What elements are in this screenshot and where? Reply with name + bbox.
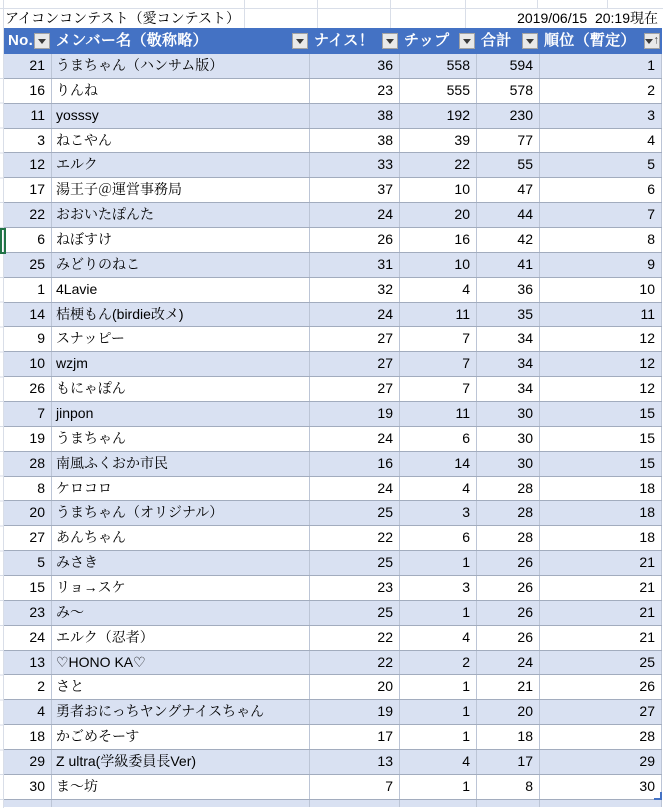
- table-row: [4, 79, 662, 104]
- filter-button-member-name[interactable]: [292, 33, 308, 49]
- cell-nice[interactable]: 23: [310, 576, 400, 600]
- filter-button-chip[interactable]: [459, 33, 475, 49]
- cell-name[interactable]: yosssy: [52, 104, 310, 128]
- cell-rank[interactable]: 18: [540, 501, 662, 525]
- header-no-label: No.: [8, 32, 34, 49]
- cell-name[interactable]: おおいたぽんた: [52, 203, 310, 227]
- filter-button-nice[interactable]: [382, 33, 398, 49]
- cell-total[interactable]: 18: [477, 725, 540, 749]
- cell-total[interactable]: 17: [477, 750, 540, 774]
- cell-no[interactable]: 21: [4, 54, 52, 78]
- cell-name[interactable]: みさき: [52, 551, 310, 575]
- cell-total[interactable]: 30: [477, 452, 540, 476]
- cell-no[interactable]: 19: [4, 427, 52, 451]
- cell-name[interactable]: 勇者おにっちヤングナイスちゃん: [52, 700, 310, 724]
- cell-nice[interactable]: 25: [310, 551, 400, 575]
- table-row: [4, 700, 662, 725]
- cell-chip[interactable]: 4: [400, 278, 477, 302]
- cell-nice[interactable]: 19: [310, 700, 400, 724]
- cell-total[interactable]: 34: [477, 377, 540, 401]
- cell-total[interactable]: 28: [477, 501, 540, 525]
- cell-name[interactable]: さと: [52, 675, 310, 699]
- cell-name[interactable]: ねこやん: [52, 129, 310, 153]
- cell-no[interactable]: 22: [4, 203, 52, 227]
- cell-rank[interactable]: 21: [540, 626, 662, 650]
- cell-name[interactable]: 南風ふくおか市民: [52, 452, 310, 476]
- cell-chip[interactable]: 3: [400, 576, 477, 600]
- timestamp-cell[interactable]: 2019/06/15 20:19現在: [517, 10, 658, 26]
- table-row: [4, 129, 662, 154]
- cell-nice[interactable]: 27: [310, 377, 400, 401]
- cell-name[interactable]: あんちゃん: [52, 526, 310, 550]
- cell-no[interactable]: 27: [4, 526, 52, 550]
- cell-name[interactable]: うまちゃん: [52, 427, 310, 451]
- cell-no[interactable]: 29: [4, 750, 52, 774]
- header-nice-label: ナイス！: [314, 32, 375, 49]
- cell-chip: [400, 800, 477, 807]
- cell-rank[interactable]: 5: [540, 153, 662, 177]
- cell-chip[interactable]: 1: [400, 700, 477, 724]
- cell-rank[interactable]: 7: [540, 203, 662, 227]
- cell-name[interactable]: ま～坊: [52, 775, 310, 799]
- cell-name[interactable]: 湯王子＠運営事務局: [52, 178, 310, 202]
- gridline: [465, 0, 466, 8]
- cell-total[interactable]: 77: [477, 129, 540, 153]
- gridline: [390, 0, 391, 8]
- cell-chip[interactable]: 39: [400, 129, 477, 153]
- cell-nice[interactable]: 22: [310, 651, 400, 675]
- cell-no[interactable]: 15: [4, 576, 52, 600]
- cell-name[interactable]: Z ultra(学級委員長Ver): [52, 750, 310, 774]
- cell-chip[interactable]: 16: [400, 228, 477, 252]
- cell-total: [477, 800, 540, 807]
- cell-no[interactable]: 13: [4, 651, 52, 675]
- cell-rank[interactable]: 18: [540, 526, 662, 550]
- sliver-column: [0, 54, 4, 800]
- header-nice[interactable]: [310, 28, 400, 54]
- cell-nice[interactable]: 22: [310, 626, 400, 650]
- cell-no[interactable]: 28: [4, 452, 52, 476]
- table-row: [4, 477, 662, 502]
- header-member-name[interactable]: [52, 28, 310, 54]
- cell-chip[interactable]: 2: [400, 651, 477, 675]
- cell-name[interactable]: うまちゃん（オリジナル）: [52, 501, 310, 525]
- table-row: [4, 253, 662, 278]
- table-row: [4, 377, 662, 402]
- cell-name[interactable]: スナッピー: [52, 327, 310, 351]
- cell-rank[interactable]: 21: [540, 601, 662, 625]
- cell-nice[interactable]: 16: [310, 452, 400, 476]
- table-row: [4, 352, 662, 377]
- cell-rank[interactable]: 1: [540, 54, 662, 78]
- cell-rank[interactable]: 3: [540, 104, 662, 128]
- cell-no[interactable]: 1: [4, 278, 52, 302]
- cell-chip[interactable]: 555: [400, 79, 477, 103]
- cell-rank[interactable]: 15: [540, 427, 662, 451]
- table-row: [4, 750, 662, 775]
- sheet-title[interactable]: アイコンコンテスト（愛コンテスト）: [5, 10, 241, 26]
- cell-total[interactable]: 47: [477, 178, 540, 202]
- sort-ascending-icon: ↑: [653, 34, 660, 47]
- cell-chip[interactable]: 1: [400, 725, 477, 749]
- cell-nice: [310, 800, 400, 807]
- table-row: [4, 278, 662, 303]
- cell-no[interactable]: 12: [4, 153, 52, 177]
- cell-chip[interactable]: 1: [400, 675, 477, 699]
- cell-nice[interactable]: 20: [310, 675, 400, 699]
- cell-rank[interactable]: 15: [540, 452, 662, 476]
- cell-nice[interactable]: 22: [310, 526, 400, 550]
- table-row: [4, 526, 662, 551]
- cell-nice[interactable]: 23: [310, 79, 400, 103]
- table-row: [4, 327, 662, 352]
- gridline: [317, 8, 318, 28]
- cell-name[interactable]: もにゃぽん: [52, 377, 310, 401]
- table-body: [4, 54, 662, 807]
- cell-name[interactable]: エルク: [52, 153, 310, 177]
- header-rank-label: 順位（暫定）: [544, 32, 636, 49]
- table-row: [4, 104, 662, 129]
- cell-chip[interactable]: 7: [400, 327, 477, 351]
- cell-no[interactable]: 11: [4, 104, 52, 128]
- cell-chip[interactable]: 1: [400, 775, 477, 799]
- cell-rank[interactable]: 18: [540, 477, 662, 501]
- gridline: [244, 8, 245, 28]
- filter-dropdown-icon: [463, 39, 471, 44]
- cell-nice[interactable]: 24: [310, 477, 400, 501]
- cell-no[interactable]: 8: [4, 477, 52, 501]
- table-row: [4, 501, 662, 526]
- cell-total[interactable]: 44: [477, 203, 540, 227]
- header-rank[interactable]: [540, 28, 662, 54]
- cell-total[interactable]: 26: [477, 576, 540, 600]
- cell-total[interactable]: 26: [477, 551, 540, 575]
- cell-chip[interactable]: 6: [400, 427, 477, 451]
- table-row: [4, 576, 662, 601]
- cell-name[interactable]: エルク（忍者）: [52, 626, 310, 650]
- cell-name[interactable]: ♡HONO KA♡: [52, 651, 310, 675]
- cell-name[interactable]: うまちゃん（ハンサム版）: [52, 54, 310, 78]
- cell-total[interactable]: 30: [477, 427, 540, 451]
- gridline: [607, 0, 608, 8]
- cell-rank[interactable]: 21: [540, 576, 662, 600]
- cell-name[interactable]: みどりのねこ: [52, 253, 310, 277]
- cell-rank[interactable]: 25: [540, 651, 662, 675]
- table-row: [4, 153, 662, 178]
- cell-name[interactable]: リョ→スケ: [52, 576, 310, 600]
- cell-nice[interactable]: 24: [310, 203, 400, 227]
- table-row: [4, 725, 662, 750]
- cell-nice[interactable]: 19: [310, 402, 400, 426]
- table-row: [4, 626, 662, 651]
- cell-chip[interactable]: 558: [400, 54, 477, 78]
- cell-chip[interactable]: 1: [400, 601, 477, 625]
- cell-chip[interactable]: 10: [400, 178, 477, 202]
- cell-rank[interactable]: 21: [540, 551, 662, 575]
- cell-name[interactable]: ケロコロ: [52, 477, 310, 501]
- cell-no[interactable]: 25: [4, 253, 52, 277]
- contest-table: [4, 28, 662, 807]
- cell-no[interactable]: 16: [4, 79, 52, 103]
- header-chip-label: チップ: [404, 32, 450, 49]
- cell-rank[interactable]: 15: [540, 402, 662, 426]
- cell-no[interactable]: 2: [4, 675, 52, 699]
- filter-button-no[interactable]: [34, 33, 50, 49]
- partial-row: [4, 800, 662, 807]
- cell-no: [4, 800, 52, 807]
- cell-rank[interactable]: 6: [540, 178, 662, 202]
- filter-dropdown-icon: [38, 39, 46, 44]
- cell-total[interactable]: 8: [477, 775, 540, 799]
- table-row: [4, 775, 662, 800]
- cell-nice[interactable]: 37: [310, 178, 400, 202]
- gridline: [244, 0, 245, 8]
- cell-total[interactable]: 42: [477, 228, 540, 252]
- cell-nice[interactable]: 36: [310, 54, 400, 78]
- cell-no[interactable]: 18: [4, 725, 52, 749]
- cell-total[interactable]: 28: [477, 477, 540, 501]
- cell-rank[interactable]: 12: [540, 352, 662, 376]
- cell-total[interactable]: 36: [477, 278, 540, 302]
- gridline: [537, 0, 538, 8]
- cell-rank[interactable]: 27: [540, 700, 662, 724]
- cell-name[interactable]: み～: [52, 601, 310, 625]
- cell-nice[interactable]: 17: [310, 725, 400, 749]
- cell-chip[interactable]: 22: [400, 153, 477, 177]
- cell-total[interactable]: 21: [477, 675, 540, 699]
- table-row: [4, 54, 662, 79]
- cell-chip[interactable]: 10: [400, 253, 477, 277]
- cell-no[interactable]: 4: [4, 700, 52, 724]
- cell-chip[interactable]: 1: [400, 551, 477, 575]
- cell-no[interactable]: 10: [4, 352, 52, 376]
- active-cell-selection: [0, 228, 6, 254]
- cell-chip[interactable]: 4: [400, 626, 477, 650]
- cell-nice[interactable]: 27: [310, 327, 400, 351]
- cell-chip[interactable]: 7: [400, 377, 477, 401]
- cell-nice[interactable]: 25: [310, 601, 400, 625]
- cell-total[interactable]: 41: [477, 253, 540, 277]
- cell-nice[interactable]: 24: [310, 303, 400, 327]
- cell-rank[interactable]: 29: [540, 750, 662, 774]
- cell-chip[interactable]: 14: [400, 452, 477, 476]
- table-row: [4, 675, 662, 700]
- cell-name[interactable]: 4Lavie: [52, 278, 310, 302]
- cell-nice[interactable]: 38: [310, 129, 400, 153]
- cell-total[interactable]: 24: [477, 651, 540, 675]
- cell-name[interactable]: りんね: [52, 79, 310, 103]
- cell-no[interactable]: 26: [4, 377, 52, 401]
- cell-chip[interactable]: 4: [400, 750, 477, 774]
- cell-chip[interactable]: 7: [400, 352, 477, 376]
- cell-total[interactable]: 55: [477, 153, 540, 177]
- cell-chip[interactable]: 6: [400, 526, 477, 550]
- cell-rank[interactable]: 12: [540, 377, 662, 401]
- header-chip[interactable]: [400, 28, 477, 54]
- cell-nice[interactable]: 27: [310, 352, 400, 376]
- cell-name[interactable]: ねぼすけ: [52, 228, 310, 252]
- table-row: [4, 178, 662, 203]
- cell-total[interactable]: 34: [477, 327, 540, 351]
- table-row: [4, 203, 662, 228]
- cell-total[interactable]: 26: [477, 626, 540, 650]
- table-row: [4, 427, 662, 452]
- table-row: [4, 228, 662, 253]
- cell-no[interactable]: 17: [4, 178, 52, 202]
- cell-nice[interactable]: 13: [310, 750, 400, 774]
- cell-nice[interactable]: 38: [310, 104, 400, 128]
- table-row: [4, 651, 662, 676]
- cell-name[interactable]: 桔梗もん(birdie改メ): [52, 303, 310, 327]
- cell-rank[interactable]: 26: [540, 675, 662, 699]
- cell-rank[interactable]: 9: [540, 253, 662, 277]
- cell-nice[interactable]: 33: [310, 153, 400, 177]
- cell-chip[interactable]: 11: [400, 303, 477, 327]
- table-row: [4, 303, 662, 328]
- cell-total[interactable]: 30: [477, 402, 540, 426]
- cell-total[interactable]: 28: [477, 526, 540, 550]
- header-no[interactable]: [4, 28, 52, 54]
- filter-dropdown-icon: [386, 39, 394, 44]
- cell-rank[interactable]: 8: [540, 228, 662, 252]
- cell-name[interactable]: wzjm: [52, 352, 310, 376]
- cell-rank[interactable]: 12: [540, 327, 662, 351]
- cell-chip[interactable]: 192: [400, 104, 477, 128]
- cell-chip[interactable]: 4: [400, 477, 477, 501]
- cell-total[interactable]: 35: [477, 303, 540, 327]
- cell-no[interactable]: 7: [4, 402, 52, 426]
- cell-no[interactable]: 23: [4, 601, 52, 625]
- filter-dropdown-icon: [645, 39, 653, 44]
- cell-total[interactable]: 578: [477, 79, 540, 103]
- table-row: [4, 601, 662, 626]
- filter-button-total[interactable]: [522, 33, 538, 49]
- cell-no[interactable]: 3: [4, 129, 52, 153]
- cell-nice[interactable]: 25: [310, 501, 400, 525]
- cell-name[interactable]: かごめそーす: [52, 725, 310, 749]
- filter-sort-button-rank[interactable]: [644, 33, 660, 49]
- cell-no[interactable]: 14: [4, 303, 52, 327]
- cell-name[interactable]: jinpon: [52, 402, 310, 426]
- cell-total[interactable]: 230: [477, 104, 540, 128]
- cell-no[interactable]: 9: [4, 327, 52, 351]
- cell-name: [52, 800, 310, 807]
- cell-rank[interactable]: 2: [540, 79, 662, 103]
- cell-no[interactable]: 30: [4, 775, 52, 799]
- filter-dropdown-icon: [296, 39, 304, 44]
- cell-rank[interactable]: 28: [540, 725, 662, 749]
- table-row: [4, 452, 662, 477]
- cell-nice[interactable]: 32: [310, 278, 400, 302]
- table-row: [4, 551, 662, 576]
- cell-total[interactable]: 20: [477, 700, 540, 724]
- cell-rank[interactable]: 4: [540, 129, 662, 153]
- header-total-label: 合計: [481, 32, 512, 49]
- table-header-row: [4, 28, 662, 54]
- table-resize-handle[interactable]: [654, 792, 662, 800]
- cell-nice[interactable]: 26: [310, 228, 400, 252]
- cell-nice[interactable]: 7: [310, 775, 400, 799]
- table-row: [4, 402, 662, 427]
- cell-total[interactable]: 594: [477, 54, 540, 78]
- cell-no[interactable]: 20: [4, 501, 52, 525]
- cell-rank[interactable]: 11: [540, 303, 662, 327]
- cell-chip[interactable]: 3: [400, 501, 477, 525]
- cell-no[interactable]: 5: [4, 551, 52, 575]
- cell-total[interactable]: 26: [477, 601, 540, 625]
- cell-total[interactable]: 34: [477, 352, 540, 376]
- header-member-name-label: メンバー名（敬称略）: [56, 32, 208, 49]
- filter-dropdown-icon: [526, 39, 534, 44]
- gridline: [390, 8, 391, 28]
- cell-no[interactable]: 24: [4, 626, 52, 650]
- gridline: [317, 0, 318, 8]
- cell-rank: [540, 800, 662, 807]
- cell-rank[interactable]: 30: [540, 775, 662, 799]
- cell-rank[interactable]: 10: [540, 278, 662, 302]
- header-total[interactable]: [477, 28, 540, 54]
- gridline: [465, 8, 466, 28]
- cell-no[interactable]: 6: [4, 228, 52, 252]
- cell-nice[interactable]: 31: [310, 253, 400, 277]
- cell-nice[interactable]: 24: [310, 427, 400, 451]
- cell-chip[interactable]: 20: [400, 203, 477, 227]
- cell-chip[interactable]: 11: [400, 402, 477, 426]
